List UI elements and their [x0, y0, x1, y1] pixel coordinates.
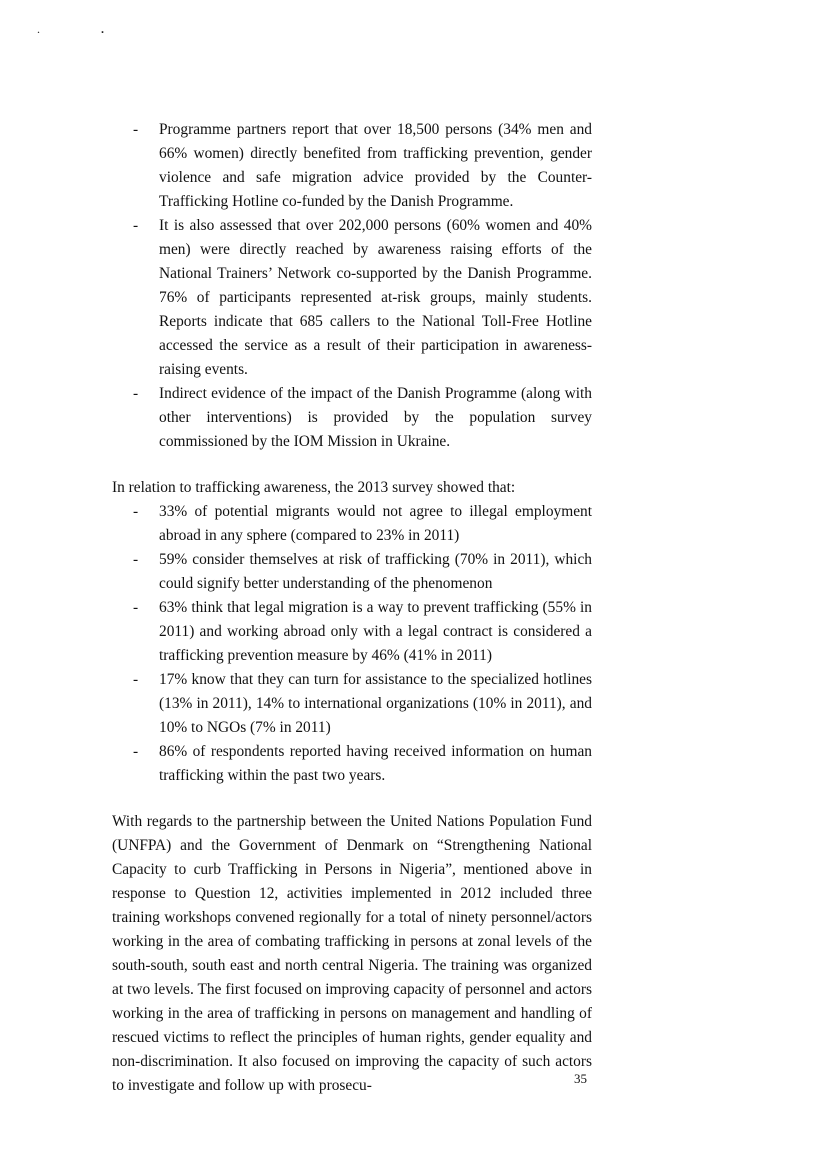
list-item: - 17% know that they can turn for assistance to the specialized hotlines (13% in 2011), 14% to international organizations (10% in 2011), and 10% to NGOs (7% in 2011) [112, 668, 592, 740]
survey-intro: In relation to trafficking awareness, the 2013 survey showed that: [112, 479, 516, 496]
survey-results-list [112, 500, 592, 788]
list-item: - Indirect evidence of the impact of the Danish Programme (along with other interventions) is provided by the population survey commissioned by the IOM Mission in Ukraine. [112, 382, 592, 454]
page-body [112, 118, 592, 1098]
scan-mark: . [37, 22, 40, 36]
list-item: - 86% of respondents reported having received information on human trafficking within the past two years. [112, 740, 592, 788]
list-item: - It is also assessed that over 202,000 persons (60% women and 40% men) were directly reached by awareness raising efforts of the National Trainers’ Network co-supported by the Danish Programme. 76% of participants represented at-risk groups, mainly students. Reports indicate that 685 callers to the National Toll-Free Hotline accessed the service as a result of their participation in awareness-raising events. [112, 214, 592, 382]
list-item: - Programme partners report that over 18,500 persons (34% men and 66% women) directly benefited from trafficking prevention, gender violence and safe migration advice provided by the Counter-Trafficking Hotline co-funded by the Danish Programme. [112, 118, 592, 214]
list-item: - 63% think that legal migration is a way to prevent trafficking (55% in 2011) and working abroad only with a legal contract is considered a trafficking prevention measure by 46% (41% in 2011) [112, 596, 592, 668]
unfpa-paragraph: With regards to the partnership between the United Nations Population Fund (UNFPA) and the Government of Denmark on “Strengthening National Capacity to curb Trafficking in Persons in Nigeria”, mentioned above in response to Question 12, activities implemented in 2012 included three training workshops convened regionally for a total of ninety personnel/actors working in the area of combating trafficking in persons at zonal levels of the south-south, south east and north central Nigeria. The training was organized at two levels. The first focused on improving capacity of personnel and actors working in the area of trafficking in persons on management and handling of rescued victims to reflect the principles of human rights, gender equality and non-discrimination. It also focused on improving the capacity of such actors to investigate and follow up with prosecu- [112, 813, 592, 1094]
scan-mark: . [101, 22, 104, 36]
programme-results-list [112, 118, 592, 454]
page-number: 35 [574, 1071, 587, 1086]
list-item: - 33% of potential migrants would not agree to illegal employment abroad in any sphere (compared to 23% in 2011) [112, 500, 592, 548]
list-item: - 59% consider themselves at risk of trafficking (70% in 2011), which could signify better understanding of the phenomenon [112, 548, 592, 596]
